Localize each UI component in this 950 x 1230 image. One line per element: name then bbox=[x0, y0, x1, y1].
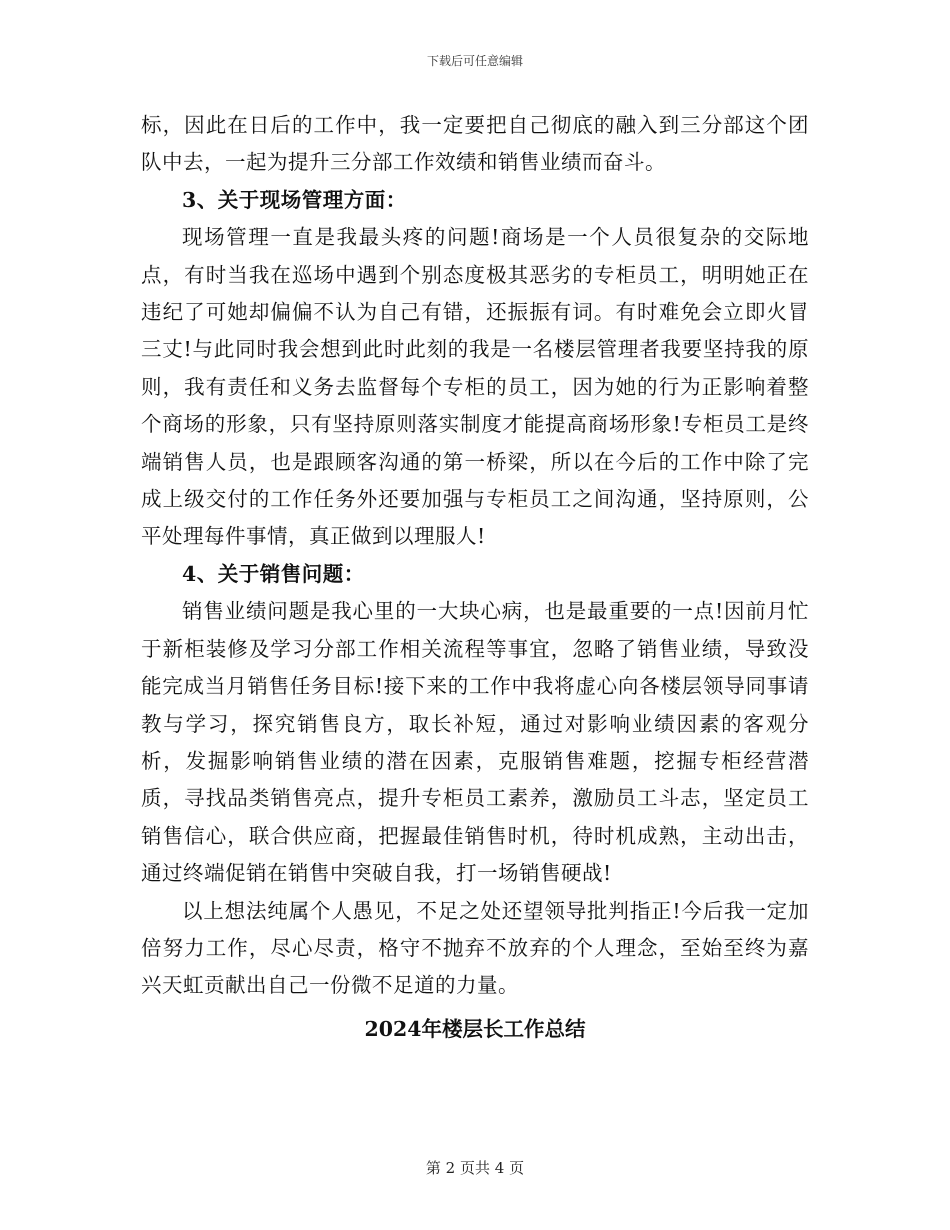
section-heading-site-management: 3、关于现场管理方面： bbox=[182, 187, 407, 212]
page-header-note: 下载后可任意编辑 bbox=[426, 54, 523, 68]
section-heading-sales: 4、关于销售问题： bbox=[182, 561, 365, 586]
paragraph-sales: 销售业绩问题是我心里的一大块心病，也是最重要的一点!因前月忙于新柜装修及学习分部工作相关流程等事宜，忽略了销售业绩，导致没能完成当月销售任务目标!接下来的工作中我将虚心向各楼层领导同事请教与学习，探究销售良方，取长补短，通过对影响业绩因素的客观分析，发掘影响销售业绩的潜在因素，克服销售难题，挖掘专柜经营潜质，寻找品类销售亮点，提升专柜员工素养，激励员工斗志，坚定员工销售信心，联合供应商，把握最佳销售时机，待时机成熟，主动出击，通过终端促销在销售中突破自我，打一场销售硬战! bbox=[141, 599, 809, 886]
paragraph-site-management: 现场管理一直是我最头疼的问题!商场是一个人员很复杂的交际地点，有时当我在巡场中遇到个别态度极其恶劣的专柜员工，明明她正在违纪了可她却偏偏不认为自己有错，还振振有词。有时难免会立即火冒三丈!与此同时我会想到此时此刻的我是一名楼层管理者我要坚持我的原则，我有责任和义务去监督每个专柜的员工，因为她的行为正影响着整个商场的形象，只有坚持原则落实制度才能提高商场形象!专柜员工是终端销售人员，也是跟顾客沟通的第一桥梁，所以在今后的工作中除了完成上级交付的工作任务外还要加强与专柜员工之间沟通，坚持原则，公平处理每件事情，真正做到以理服人! bbox=[141, 225, 809, 549]
next-document-title: 2024年楼层长工作总结 bbox=[364, 1017, 586, 1041]
page-number-footer: 第 2 页共 4 页 bbox=[425, 1159, 525, 1177]
document-body bbox=[141, 107, 809, 1005]
paragraph-continuation: 标，因此在日后的工作中，我一定要把自己彻底的融入到三分部这个团队中去，一起为提升三分部工作效绩和销售业绩而奋斗。 bbox=[141, 113, 809, 175]
paragraph-closing: 以上想法纯属个人愚见，不足之处还望领导批判指正!今后我一定加倍努力工作，尽心尽责，格守不抛弃不放弃的个人理念，至始至终为嘉兴天虹贡献出自己一份微不足道的力量。 bbox=[141, 898, 809, 998]
